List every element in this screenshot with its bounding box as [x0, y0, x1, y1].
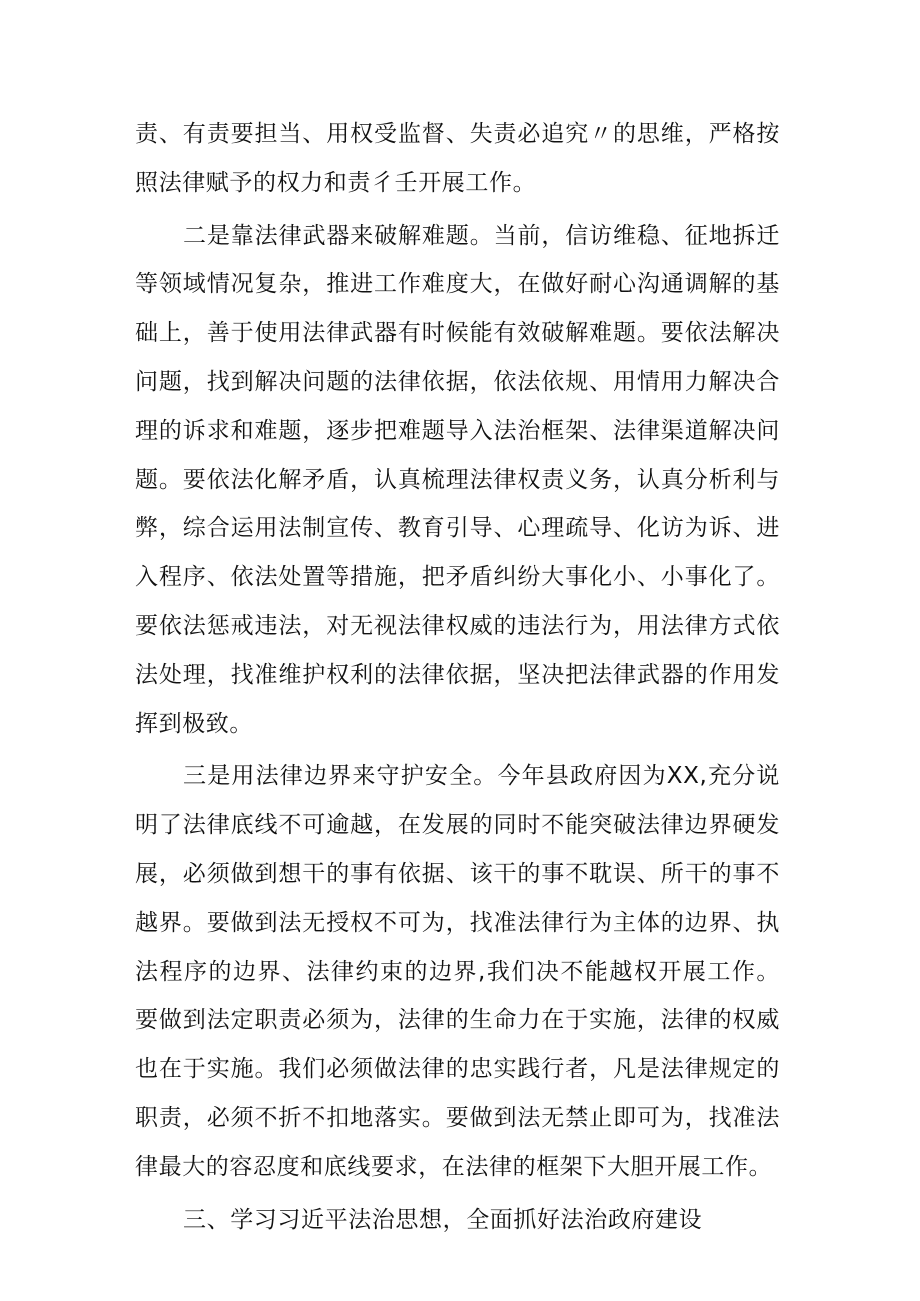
paragraph-legal-weapons: 二是靠法律武器来破解难题。当前，信访维稳、征地拆迁等领域情况复杂，推进工作难度大，在做好耐心沟通调解的基础上，善于使用法律武器有时候能有效破解难题。要依法解决问题，找到解决问题的法律依据，依法依规、用情用力解决合理的诉求和难题，逐步把难题导入法治框架、法律渠道解决问题。要依法化解矛盾，认真梳理法律权责义务，认真分析利与弊，综合运用法制宣传、教育引导、心理疏导、化访为诉、进入程序、依法处置等措施，把矛盾纠纷大事化小、小事化了。要依法惩戒违法，对无视法律权威的违法行为，用法律方式依法处理，找准维护权利的法律依据，坚决把法律武器的作用发挥到极致。 [135, 222, 780, 737]
document-body [135, 110, 780, 1244]
section-heading: 三、学习习近平法治思想，全面抓好法治政府建设 [183, 1206, 703, 1233]
paragraph-continuation: 责、有责要担当、用权受监督、失责必追究〃的思维，严格按照法律赋予的权力和责彳壬开展工作。 [135, 121, 780, 196]
paragraph-legal-boundaries: 三是用法律边界来守护安全。今年县政府因为XX,充分说明了法律底线不可逾越，在发展的同时不能突破法律边界硬发展，必须做到想干的事有依据、该干的事不耽误、所干的事不越界。要做到法无授权不可为，找准法律行为主体的边界、执法程序的边界、法律约束的边界,我们决不能越权开展工作。要做到法定职责必须为，法律的生命力在于实施，法律的权威也在于实施。我们必须做法律的忠实践行者，凡是法律规定的职责，必须不折不扣地落实。要做到法无禁止即可为，找准法律最大的容忍度和底线要求，在法律的框架下大胆开展工作。 [135, 763, 780, 1180]
